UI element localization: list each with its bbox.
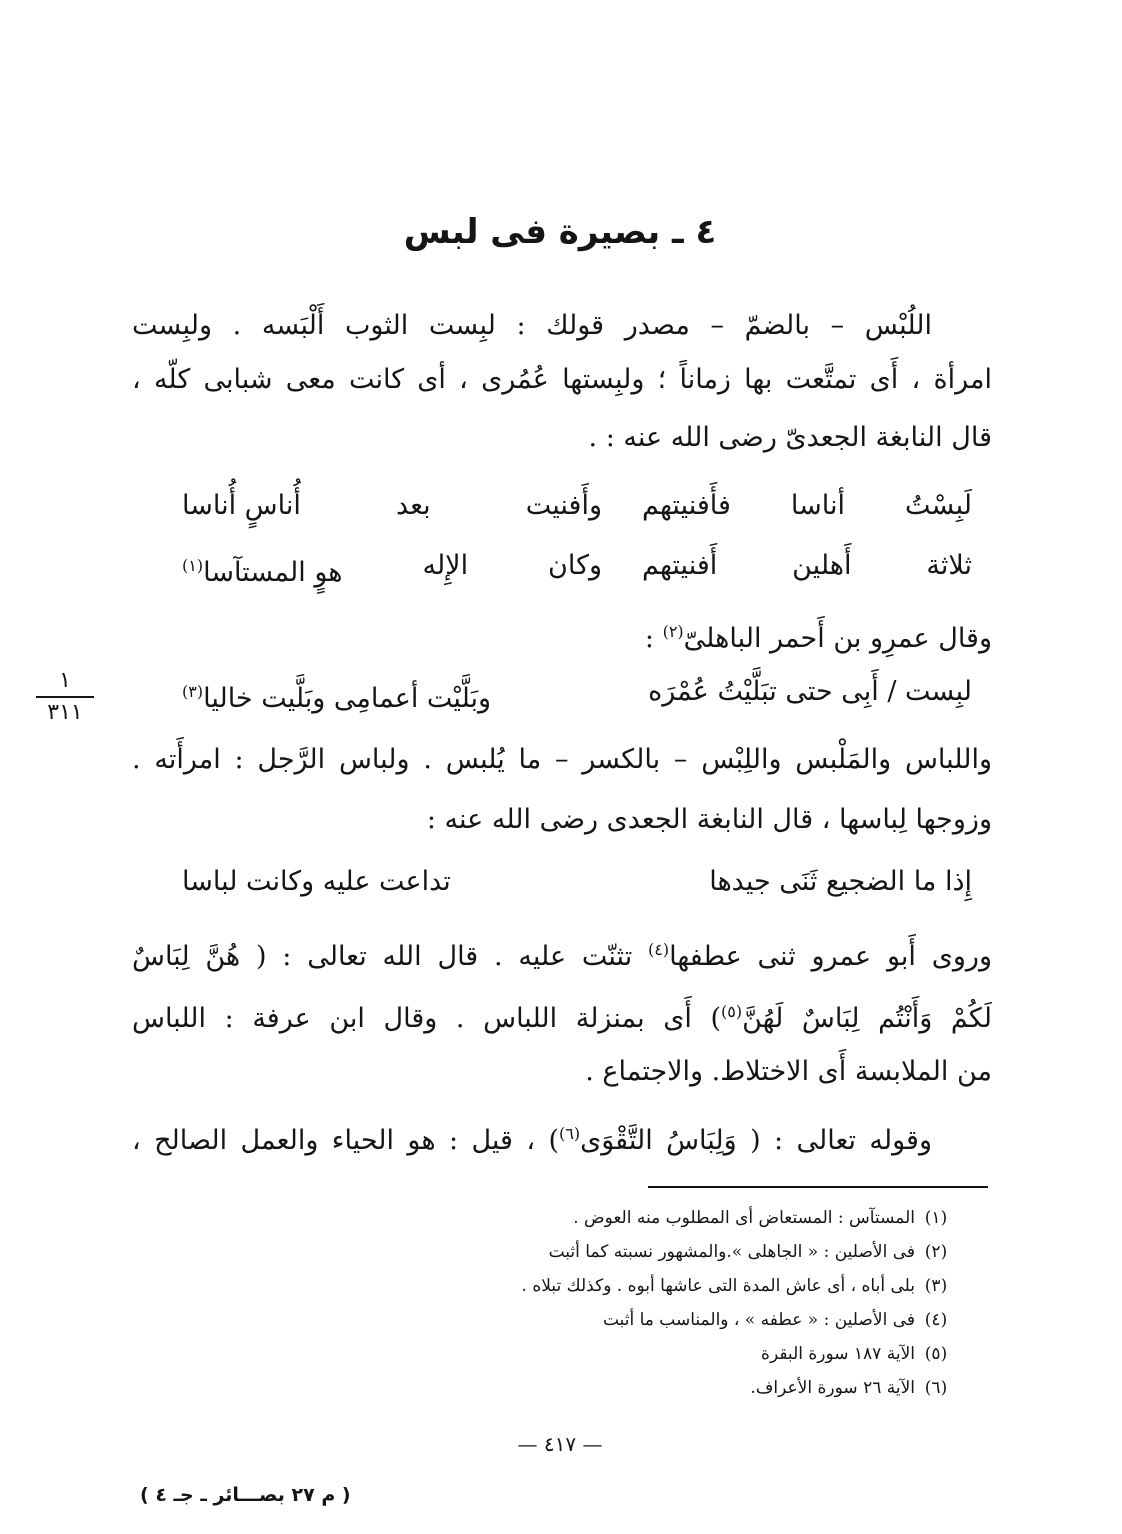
verse-word: وأَفنيت: [525, 490, 602, 521]
footnote-text: الآية ١٨٧ سورة البقرة: [761, 1344, 915, 1364]
paragraph-line: وروى أَبو عمرو ثنى عطفها$^{(٤)}$ تثنّت عليه . قال الله تعالى : ( هُنَّ لِبَاسٌ: [132, 940, 992, 972]
footnote-number: (٥): [924, 1344, 948, 1364]
margin-reference-bottom: ٣١١: [47, 700, 83, 725]
section-title: ٤ ـ بصيرة فى لبس: [403, 212, 717, 252]
verse-hemistich: [182, 486, 602, 526]
signature-mark: ( م ٢٧ بصـــائر ـ جـ ٤ ): [140, 1484, 351, 1506]
margin-rule: [36, 696, 94, 698]
footnote-separator: [648, 1186, 988, 1188]
footnote-ref[interactable]: (٣): [182, 682, 204, 701]
verse-word: لَبِسْتُ: [905, 490, 972, 521]
paragraph-line: اللُبْس – بالضمّ – مصدر قولك : لبِست الثوب أَلْبَسه . ولبِست: [132, 310, 932, 341]
verse-line: [182, 862, 972, 902]
footnote: [317, 1342, 957, 1366]
verse-hemistich: [182, 546, 602, 593]
footnote-text: فى الأصلين : « الجاهلى ».والمشهور نسبته كما أثبت: [548, 1242, 915, 1262]
paragraph-line: واللباس والمَلْبس واللِبْس – بالكسر – ما يُلبس . ولباس الرَّجل : امرأَته .: [132, 744, 992, 775]
paragraph-line: وقال عمرِو بن أَحمر الباهلىّ$^{(٢)}$ :: [644, 622, 992, 654]
paragraph-line: قال النابغة الجعدىّ رضى الله عنه : .: [588, 422, 992, 453]
footnote-number: (١): [924, 1208, 948, 1228]
verse-word: بعد: [395, 490, 431, 521]
footnote: [317, 1376, 957, 1400]
footnote-number: (٣): [924, 1276, 948, 1296]
footnote: [317, 1240, 957, 1264]
verse-word: أُناسٍ أُناسا: [182, 490, 301, 521]
footnote: [317, 1274, 957, 1298]
footnote-ref[interactable]: (١): [182, 556, 204, 575]
footnote-text: بلى أباه ، أى عاش المدة التى عاشها أبوه . وكذلك تبلاه .: [521, 1276, 915, 1296]
verse-hemistich: [642, 486, 972, 526]
verse-hemistich: تداعت عليه وكانت لباسا: [182, 866, 451, 897]
footnote-ref[interactable]: (٢): [662, 622, 684, 641]
verse-line: [182, 546, 972, 593]
verse-word: هوٍ المستآسا$^{(١)}$: [182, 556, 343, 588]
page-number: — ٤١٧ —: [517, 1432, 603, 1456]
footnote-ref[interactable]: (٤): [648, 940, 670, 959]
footnote-number: (٢): [924, 1242, 948, 1262]
paragraph-line: وزوجها لِباسها ، قال النابغة الجعدى رضى الله عنه :: [426, 804, 992, 835]
footnote-text: الآية ٢٦ سورة الأعراف.: [750, 1378, 915, 1398]
verse-word: أناسا: [790, 490, 846, 521]
paragraph-line: امرأة ، أَى تمتَّعت بها زماناً ؛ ولبِستها عُمُرى ، أى كانت معى شبابى كلّه ،: [132, 364, 992, 395]
paragraph-line: لَكُمْ وَأَنْتُم لِبَاسٌ لَهُنَّ$^{(٥)}$) أَى بمنزلة اللباس . وقال ابن عرفة : اللباس: [132, 1002, 992, 1034]
verse-line: [182, 486, 972, 526]
verse-hemistich: إِذا ما الضجيع ثَنَى جيدها: [709, 866, 972, 897]
verse-word: ثلاثة: [926, 550, 972, 581]
footnote-number: (٤): [924, 1310, 948, 1330]
verse-hemistich: [642, 546, 972, 593]
footnote-number: (٦): [924, 1378, 948, 1398]
verse-word: الإِله: [422, 550, 469, 581]
verse-word: أَهلين: [792, 550, 852, 581]
footnote-text: المستآس : المستعاض أى المطلوب منه العوض .: [573, 1208, 915, 1228]
verse-hemistich: وبَلَّيْت أعمامِى وبَلَّيت خاليا$^{(٣)}$: [182, 682, 492, 714]
paragraph-line: من الملابسة أَى الاختلاط. والاجتماع .: [585, 1056, 992, 1087]
verse-hemistich: لبِست / أَبِى حتى تبَلَّيْتُ عُمْرَه: [648, 676, 972, 707]
footnote: [317, 1206, 957, 1230]
margin-reference-top: ١: [59, 668, 71, 693]
footnote-text: فى الأصلين : « عطفه » ، والمناسب ما أثبت: [602, 1310, 915, 1330]
verse-word: وكان: [548, 550, 602, 581]
margin-reference: [30, 668, 100, 726]
footnote-ref[interactable]: (٦): [559, 1124, 581, 1143]
footnote-ref[interactable]: (٥): [721, 1002, 743, 1021]
footnote: [317, 1308, 957, 1332]
verse-word: فأَفنيتهم: [642, 490, 731, 521]
verse-line: [182, 672, 972, 719]
verse-word: أَفنيتهم: [642, 550, 718, 581]
paragraph-line: وقوله تعالى : ( وَلِبَاسُ التَّقْوَى$^{(٦)}$) ، قيل : هو الحياء والعمل الصالح ،: [132, 1124, 932, 1156]
